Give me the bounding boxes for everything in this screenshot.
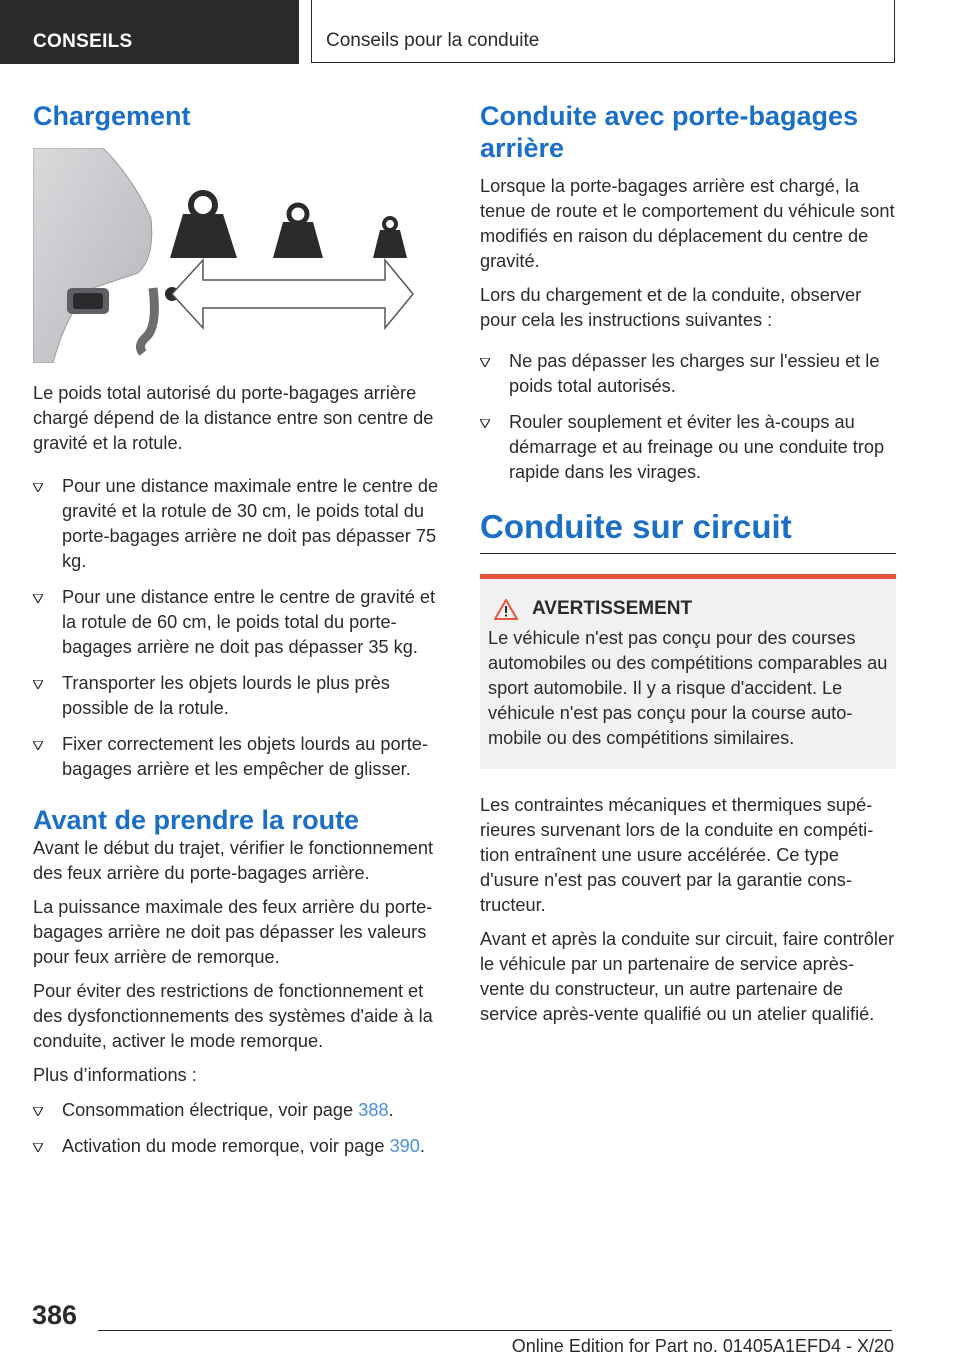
triangle-bullet-icon	[33, 1107, 43, 1116]
heading-avant-route: Avant de prendre la route	[33, 805, 360, 835]
warning-triangle-icon	[494, 599, 518, 620]
circuit-paragraph-2: Avant et après la conduite sur circuit, faire contrôler le véhicule par un partenaire de service après-vente du constructeur, un autre partenaire de service après-vente qualifié ou un atelier qualifié.	[480, 929, 895, 1024]
heading-circuit: Conduite sur circuit	[480, 508, 792, 545]
reference-list	[33, 1098, 447, 1159]
weight-large-icon	[170, 193, 237, 258]
avant-paragraph-2: La puissance maximale des feux arrière du porte-bagages arrière ne doit pas dépasser les valeurs pour feux arrière de remorque.	[33, 897, 433, 967]
triangle-bullet-icon	[480, 419, 490, 428]
warning-box	[480, 574, 896, 769]
list-item: Ne pas dépasser les charges sur l'essieu et le poids total autorisés.	[480, 349, 896, 399]
chapter-label: Conseils pour la conduite	[326, 30, 540, 51]
list-item: Pour une distance entre le centre de gravité et la rotule de 60 cm, le poids total du porte-bagages arrière ne doit pas dépasser 35 kg.	[33, 585, 447, 660]
avant-paragraph-1: Avant le début du trajet, vérifier le fonctionnement des feux arrière du porte-bagages arrière.	[33, 838, 434, 883]
chapter-header	[311, 0, 895, 63]
list-item: Consommation électrique, voir page 388.	[33, 1098, 447, 1123]
porte-bagages-list	[480, 349, 896, 485]
warning-text: Le véhicule n'est pas conçu pour des courses automobiles ou des compétitions comparables au sport automobile. Il y a risque d'accident. Le véhicule n'est pas conçu pour la course automobile ou des compétitions similaires.	[488, 628, 888, 748]
triangle-bullet-icon	[33, 1143, 43, 1152]
chargement-paragraph: Le poids total autorisé du porte-bagages arrière chargé dépend de la distance entre son centre de gravité et la rotule.	[33, 383, 434, 453]
weight-medium-icon	[273, 205, 323, 258]
avant-paragraph-3: Pour éviter des restrictions de fonctionnement et des dysfonctionnements des systèmes d'aide à la conduite, activer le mode remorque.	[33, 981, 433, 1051]
list-item: Pour une distance maximale entre le centre de gravité et la rotule de 30 cm, le poids total du porte-bagages arrière ne doit pas dépasser 75 kg.	[33, 474, 447, 574]
page-link[interactable]: 388	[358, 1100, 389, 1120]
section-label: CONSEILS	[33, 31, 133, 52]
triangle-bullet-icon	[480, 358, 490, 367]
chargement-list	[33, 474, 447, 782]
right-column	[480, 100, 896, 1036]
weight-small-icon	[373, 218, 407, 258]
section-tab	[0, 0, 299, 64]
page-number: 386	[32, 1300, 78, 1330]
porte-bagages-paragraph-2: Lors du chargement et de la conduite, observer pour cela les instructions suivantes :	[480, 285, 862, 330]
avant-paragraph-4: Plus d’informations :	[33, 1065, 197, 1085]
edition-text: Online Edition for Part no. 01405A1EFD4 - X/20	[511, 1336, 894, 1356]
load-distance-illustration	[33, 148, 447, 363]
double-arrow-shape	[172, 260, 413, 328]
heading-chargement: Chargement	[33, 101, 191, 131]
circuit-paragraph-1: Les contraintes mécaniques et thermiques supérieures survenant lors de la conduite en compétition entraînent une usure accélérée. Ce type d'usure n'est pas couvert par la garantie constructeur.	[480, 795, 874, 915]
triangle-bullet-icon	[33, 680, 43, 689]
page-link[interactable]: 390	[389, 1136, 420, 1156]
triangle-bullet-icon	[33, 483, 43, 492]
left-column	[33, 100, 447, 1170]
warning-header	[488, 598, 888, 620]
porte-bagages-paragraph-1: Lorsque la porte-bagages arrière est chargé, la tenue de route et le comportement du véhicule sont modifiés en raison du déplacement du centre de gravité.	[480, 176, 895, 271]
section-divider	[480, 553, 896, 554]
triangle-bullet-icon	[33, 741, 43, 750]
tow-hitch-shape	[140, 288, 154, 353]
footer-rule	[98, 1330, 892, 1331]
heading-porte-bagages: Conduite avec porte-bagages arrière	[480, 101, 859, 163]
list-item: Fixer correctement les objets lourds au porte-bagages arrière et les empêcher de glisser.	[33, 732, 447, 782]
warning-title: AVERTISSEMENT	[532, 598, 693, 619]
list-item: Rouler souplement et éviter les à-coups au démarrage et au freinage ou une conduite trop rapide dans les virages.	[480, 410, 896, 485]
list-item: Activation du mode remorque, voir page 390.	[33, 1134, 447, 1159]
triangle-bullet-icon	[33, 594, 43, 603]
car-rear-shape	[33, 148, 152, 363]
list-item: Transporter les objets lourds le plus près possible de la rotule.	[33, 671, 447, 721]
